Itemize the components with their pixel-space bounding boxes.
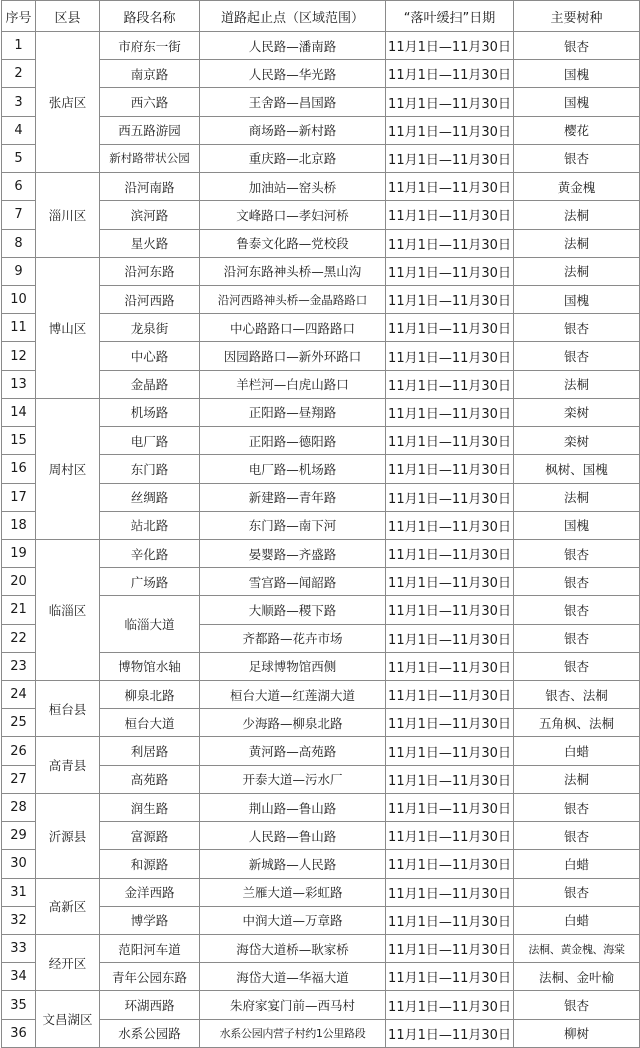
row-no: 36 [2, 1019, 36, 1047]
road-range: 商场路—新村路 [200, 116, 386, 144]
date-range: 11月1日—11月30日 [386, 709, 514, 737]
date-range: 11月1日—11月30日 [386, 173, 514, 201]
road-range: 正阳路—德阳路 [200, 427, 386, 455]
row-no: 33 [2, 935, 36, 963]
tree-species: 银杏 [514, 539, 640, 567]
road-name: 丝绸路 [100, 483, 200, 511]
road-range: 大顺路—稷下路 [200, 596, 386, 624]
date-range: 11月1日—11月30日 [386, 850, 514, 878]
district-cell: 文昌湖区 [36, 991, 100, 1047]
road-name: 博物馆水轴 [100, 652, 200, 680]
row-no: 5 [2, 144, 36, 172]
row-no: 25 [2, 709, 36, 737]
road-name: 站北路 [100, 511, 200, 539]
row-no: 6 [2, 173, 36, 201]
district-cell: 临淄区 [36, 539, 100, 680]
road-name: 中心路 [100, 342, 200, 370]
district-cell: 桓台县 [36, 681, 100, 737]
row-no: 23 [2, 652, 36, 680]
date-range: 11月1日—11月30日 [386, 963, 514, 991]
date-range: 11月1日—11月30日 [386, 652, 514, 680]
road-range: 海岱大道—华福大道 [200, 963, 386, 991]
tree-species: 柳树 [514, 1019, 640, 1047]
date-range: 11月1日—11月30日 [386, 596, 514, 624]
road-range: 电厂路—机场路 [200, 455, 386, 483]
road-range: 加油站—窑头桥 [200, 173, 386, 201]
road-range: 足球博物馆西侧 [200, 652, 386, 680]
tree-species: 银杏 [514, 314, 640, 342]
date-range: 11月1日—11月30日 [386, 32, 514, 60]
road-range: 朱府家宴门前—西马村 [200, 991, 386, 1019]
road-range: 中心路路口—四路路口 [200, 314, 386, 342]
road-range: 沿河东路神头桥—黑山沟 [200, 257, 386, 285]
road-range: 人民路—华光路 [200, 60, 386, 88]
date-range: 11月1日—11月30日 [386, 511, 514, 539]
road-range: 因园路路口—新外环路口 [200, 342, 386, 370]
road-range: 兰雁大道—彩虹路 [200, 878, 386, 906]
road-name: 机场路 [100, 398, 200, 426]
row-no: 9 [2, 257, 36, 285]
row-no: 34 [2, 963, 36, 991]
row-no: 10 [2, 285, 36, 313]
row-no: 21 [2, 596, 36, 624]
tree-species: 银杏 [514, 144, 640, 172]
road-range: 齐都路—花卉市场 [200, 624, 386, 652]
tree-species: 枫树、国槐 [514, 455, 640, 483]
district-cell: 周村区 [36, 398, 100, 539]
date-range: 11月1日—11月30日 [386, 568, 514, 596]
row-no: 31 [2, 878, 36, 906]
road-name: 东门路 [100, 455, 200, 483]
row-no: 11 [2, 314, 36, 342]
tree-species: 银杏、法桐 [514, 681, 640, 709]
tree-species: 栾树 [514, 427, 640, 455]
date-range: 11月1日—11月30日 [386, 539, 514, 567]
road-name: 水系公园路 [100, 1019, 200, 1047]
road-range: 水系公园内营子村约1公里路段 [200, 1019, 386, 1047]
tree-species: 黄金槐 [514, 173, 640, 201]
row-no: 29 [2, 822, 36, 850]
road-name: 西六路 [100, 88, 200, 116]
table-row [2, 539, 640, 567]
tree-species: 白蜡 [514, 906, 640, 934]
road-name: 环湖西路 [100, 991, 200, 1019]
road-name: 利居路 [100, 737, 200, 765]
road-range: 中润大道—万章路 [200, 906, 386, 934]
row-no: 18 [2, 511, 36, 539]
tree-species: 五角枫、法桐 [514, 709, 640, 737]
tree-species: 白蜡 [514, 850, 640, 878]
date-range: 11月1日—11月30日 [386, 314, 514, 342]
date-range: 11月1日—11月30日 [386, 483, 514, 511]
road-name: 龙泉街 [100, 314, 200, 342]
date-range: 11月1日—11月30日 [386, 1019, 514, 1047]
road-name: 金晶路 [100, 370, 200, 398]
road-name: 桓台大道 [100, 709, 200, 737]
date-range: 11月1日—11月30日 [386, 342, 514, 370]
road-range: 王舍路—昌国路 [200, 88, 386, 116]
tree-species: 银杏 [514, 568, 640, 596]
tree-species: 银杏 [514, 991, 640, 1019]
tree-species: 银杏 [514, 342, 640, 370]
tree-species: 国槐 [514, 88, 640, 116]
road-range: 鲁泰文化路—党校段 [200, 229, 386, 257]
tree-species: 国槐 [514, 60, 640, 88]
tree-species: 樱花 [514, 116, 640, 144]
row-no: 27 [2, 765, 36, 793]
row-no: 8 [2, 229, 36, 257]
road-name: 柳泉北路 [100, 681, 200, 709]
table-row [2, 681, 640, 709]
road-name: 青年公园东路 [100, 963, 200, 991]
tree-species: 法桐 [514, 257, 640, 285]
row-no: 32 [2, 906, 36, 934]
date-range: 11月1日—11月30日 [386, 822, 514, 850]
road-name: 星火路 [100, 229, 200, 257]
row-no: 14 [2, 398, 36, 426]
road-range: 东门路—南下河 [200, 511, 386, 539]
road-range: 荆山路—鲁山路 [200, 793, 386, 821]
date-range: 11月1日—11月30日 [386, 681, 514, 709]
district-cell: 高新区 [36, 878, 100, 934]
road-name: 南京路 [100, 60, 200, 88]
road-name: 西五路游园 [100, 116, 200, 144]
row-no: 17 [2, 483, 36, 511]
tree-species: 银杏 [514, 822, 640, 850]
table-row [2, 878, 640, 906]
row-no: 28 [2, 793, 36, 821]
tree-species: 栾树 [514, 398, 640, 426]
date-range: 11月1日—11月30日 [386, 906, 514, 934]
road-name: 市府东一街 [100, 32, 200, 60]
road-name: 博学路 [100, 906, 200, 934]
table-row [2, 257, 640, 285]
district-cell: 经开区 [36, 935, 100, 991]
table-row [2, 173, 640, 201]
row-no: 12 [2, 342, 36, 370]
tree-species: 银杏 [514, 32, 640, 60]
header-no: 序号 [2, 1, 36, 32]
road-range: 晏婴路—齐盛路 [200, 539, 386, 567]
road-name: 和源路 [100, 850, 200, 878]
date-range: 11月1日—11月30日 [386, 60, 514, 88]
header-range: 道路起止点（区域范围） [200, 1, 386, 32]
road-name: 富源路 [100, 822, 200, 850]
date-range: 11月1日—11月30日 [386, 229, 514, 257]
tree-species: 白蜡 [514, 737, 640, 765]
road-range: 人民路—鲁山路 [200, 822, 386, 850]
district-cell: 张店区 [36, 32, 100, 173]
road-name: 辛化路 [100, 539, 200, 567]
table-row [2, 398, 640, 426]
row-no: 16 [2, 455, 36, 483]
date-range: 11月1日—11月30日 [386, 257, 514, 285]
tree-species: 法桐 [514, 370, 640, 398]
row-no: 30 [2, 850, 36, 878]
row-no: 35 [2, 991, 36, 1019]
date-range: 11月1日—11月30日 [386, 455, 514, 483]
date-range: 11月1日—11月30日 [386, 765, 514, 793]
row-no: 2 [2, 60, 36, 88]
date-range: 11月1日—11月30日 [386, 935, 514, 963]
tree-species: 法桐、黄金槐、海棠 [514, 935, 640, 963]
road-range: 新建路—青年路 [200, 483, 386, 511]
road-range: 新城路—人民路 [200, 850, 386, 878]
row-no: 24 [2, 681, 36, 709]
date-range: 11月1日—11月30日 [386, 201, 514, 229]
tree-species: 银杏 [514, 878, 640, 906]
tree-species: 银杏 [514, 793, 640, 821]
row-no: 13 [2, 370, 36, 398]
date-range: 11月1日—11月30日 [386, 624, 514, 652]
tree-species: 银杏 [514, 624, 640, 652]
row-no: 1 [2, 32, 36, 60]
header-road: 路段名称 [100, 1, 200, 32]
tree-species: 法桐 [514, 229, 640, 257]
date-range: 11月1日—11月30日 [386, 737, 514, 765]
road-name: 沿河东路 [100, 257, 200, 285]
table-row [2, 737, 640, 765]
row-no: 20 [2, 568, 36, 596]
header-tree: 主要树种 [514, 1, 640, 32]
road-name: 广场路 [100, 568, 200, 596]
tree-species: 法桐 [514, 201, 640, 229]
district-cell: 博山区 [36, 257, 100, 398]
date-range: 11月1日—11月30日 [386, 370, 514, 398]
road-name: 电厂路 [100, 427, 200, 455]
tree-species: 银杏 [514, 652, 640, 680]
road-range: 海岱大道桥—耿家桥 [200, 935, 386, 963]
tree-species: 法桐 [514, 765, 640, 793]
row-no: 26 [2, 737, 36, 765]
row-no: 22 [2, 624, 36, 652]
leaf-cleaning-schedule-table [1, 0, 640, 1048]
table-row [2, 32, 640, 60]
date-range: 11月1日—11月30日 [386, 285, 514, 313]
road-name: 沿河南路 [100, 173, 200, 201]
header-district: 区县 [36, 1, 100, 32]
district-cell: 淄川区 [36, 173, 100, 258]
tree-species: 银杏 [514, 596, 640, 624]
date-range: 11月1日—11月30日 [386, 991, 514, 1019]
road-name: 润生路 [100, 793, 200, 821]
road-range: 人民路—潘南路 [200, 32, 386, 60]
road-name: 高苑路 [100, 765, 200, 793]
table-row [2, 793, 640, 821]
tree-species: 国槐 [514, 285, 640, 313]
date-range: 11月1日—11月30日 [386, 793, 514, 821]
date-range: 11月1日—11月30日 [386, 116, 514, 144]
row-no: 19 [2, 539, 36, 567]
road-range: 沿河西路神头桥—金晶路路口 [200, 285, 386, 313]
date-range: 11月1日—11月30日 [386, 144, 514, 172]
date-range: 11月1日—11月30日 [386, 88, 514, 116]
road-name: 临淄大道 [100, 596, 200, 652]
road-range: 雪宫路—闻韶路 [200, 568, 386, 596]
road-range: 文峰路口—孝妇河桥 [200, 201, 386, 229]
district-cell: 沂源县 [36, 793, 100, 878]
date-range: 11月1日—11月30日 [386, 878, 514, 906]
road-range: 羊栏河—白虎山路口 [200, 370, 386, 398]
road-range: 开泰大道—污水厂 [200, 765, 386, 793]
road-name: 沿河西路 [100, 285, 200, 313]
row-no: 15 [2, 427, 36, 455]
road-range: 少海路—柳泉北路 [200, 709, 386, 737]
header-row [2, 1, 640, 32]
road-range: 正阳路—昼翔路 [200, 398, 386, 426]
road-range: 黄河路—高苑路 [200, 737, 386, 765]
road-name: 新村路带状公园 [100, 144, 200, 172]
row-no: 4 [2, 116, 36, 144]
table-row [2, 991, 640, 1019]
header-date: “落叶缓扫”日期 [386, 1, 514, 32]
road-range: 重庆路—北京路 [200, 144, 386, 172]
road-name: 范阳河车道 [100, 935, 200, 963]
tree-species: 法桐、金叶榆 [514, 963, 640, 991]
row-no: 3 [2, 88, 36, 116]
road-name: 金洋西路 [100, 878, 200, 906]
table-row [2, 935, 640, 963]
road-name: 滨河路 [100, 201, 200, 229]
tree-species: 法桐 [514, 483, 640, 511]
date-range: 11月1日—11月30日 [386, 427, 514, 455]
row-no: 7 [2, 201, 36, 229]
district-cell: 高青县 [36, 737, 100, 793]
tree-species: 国槐 [514, 511, 640, 539]
road-range: 桓台大道—红莲湖大道 [200, 681, 386, 709]
date-range: 11月1日—11月30日 [386, 398, 514, 426]
